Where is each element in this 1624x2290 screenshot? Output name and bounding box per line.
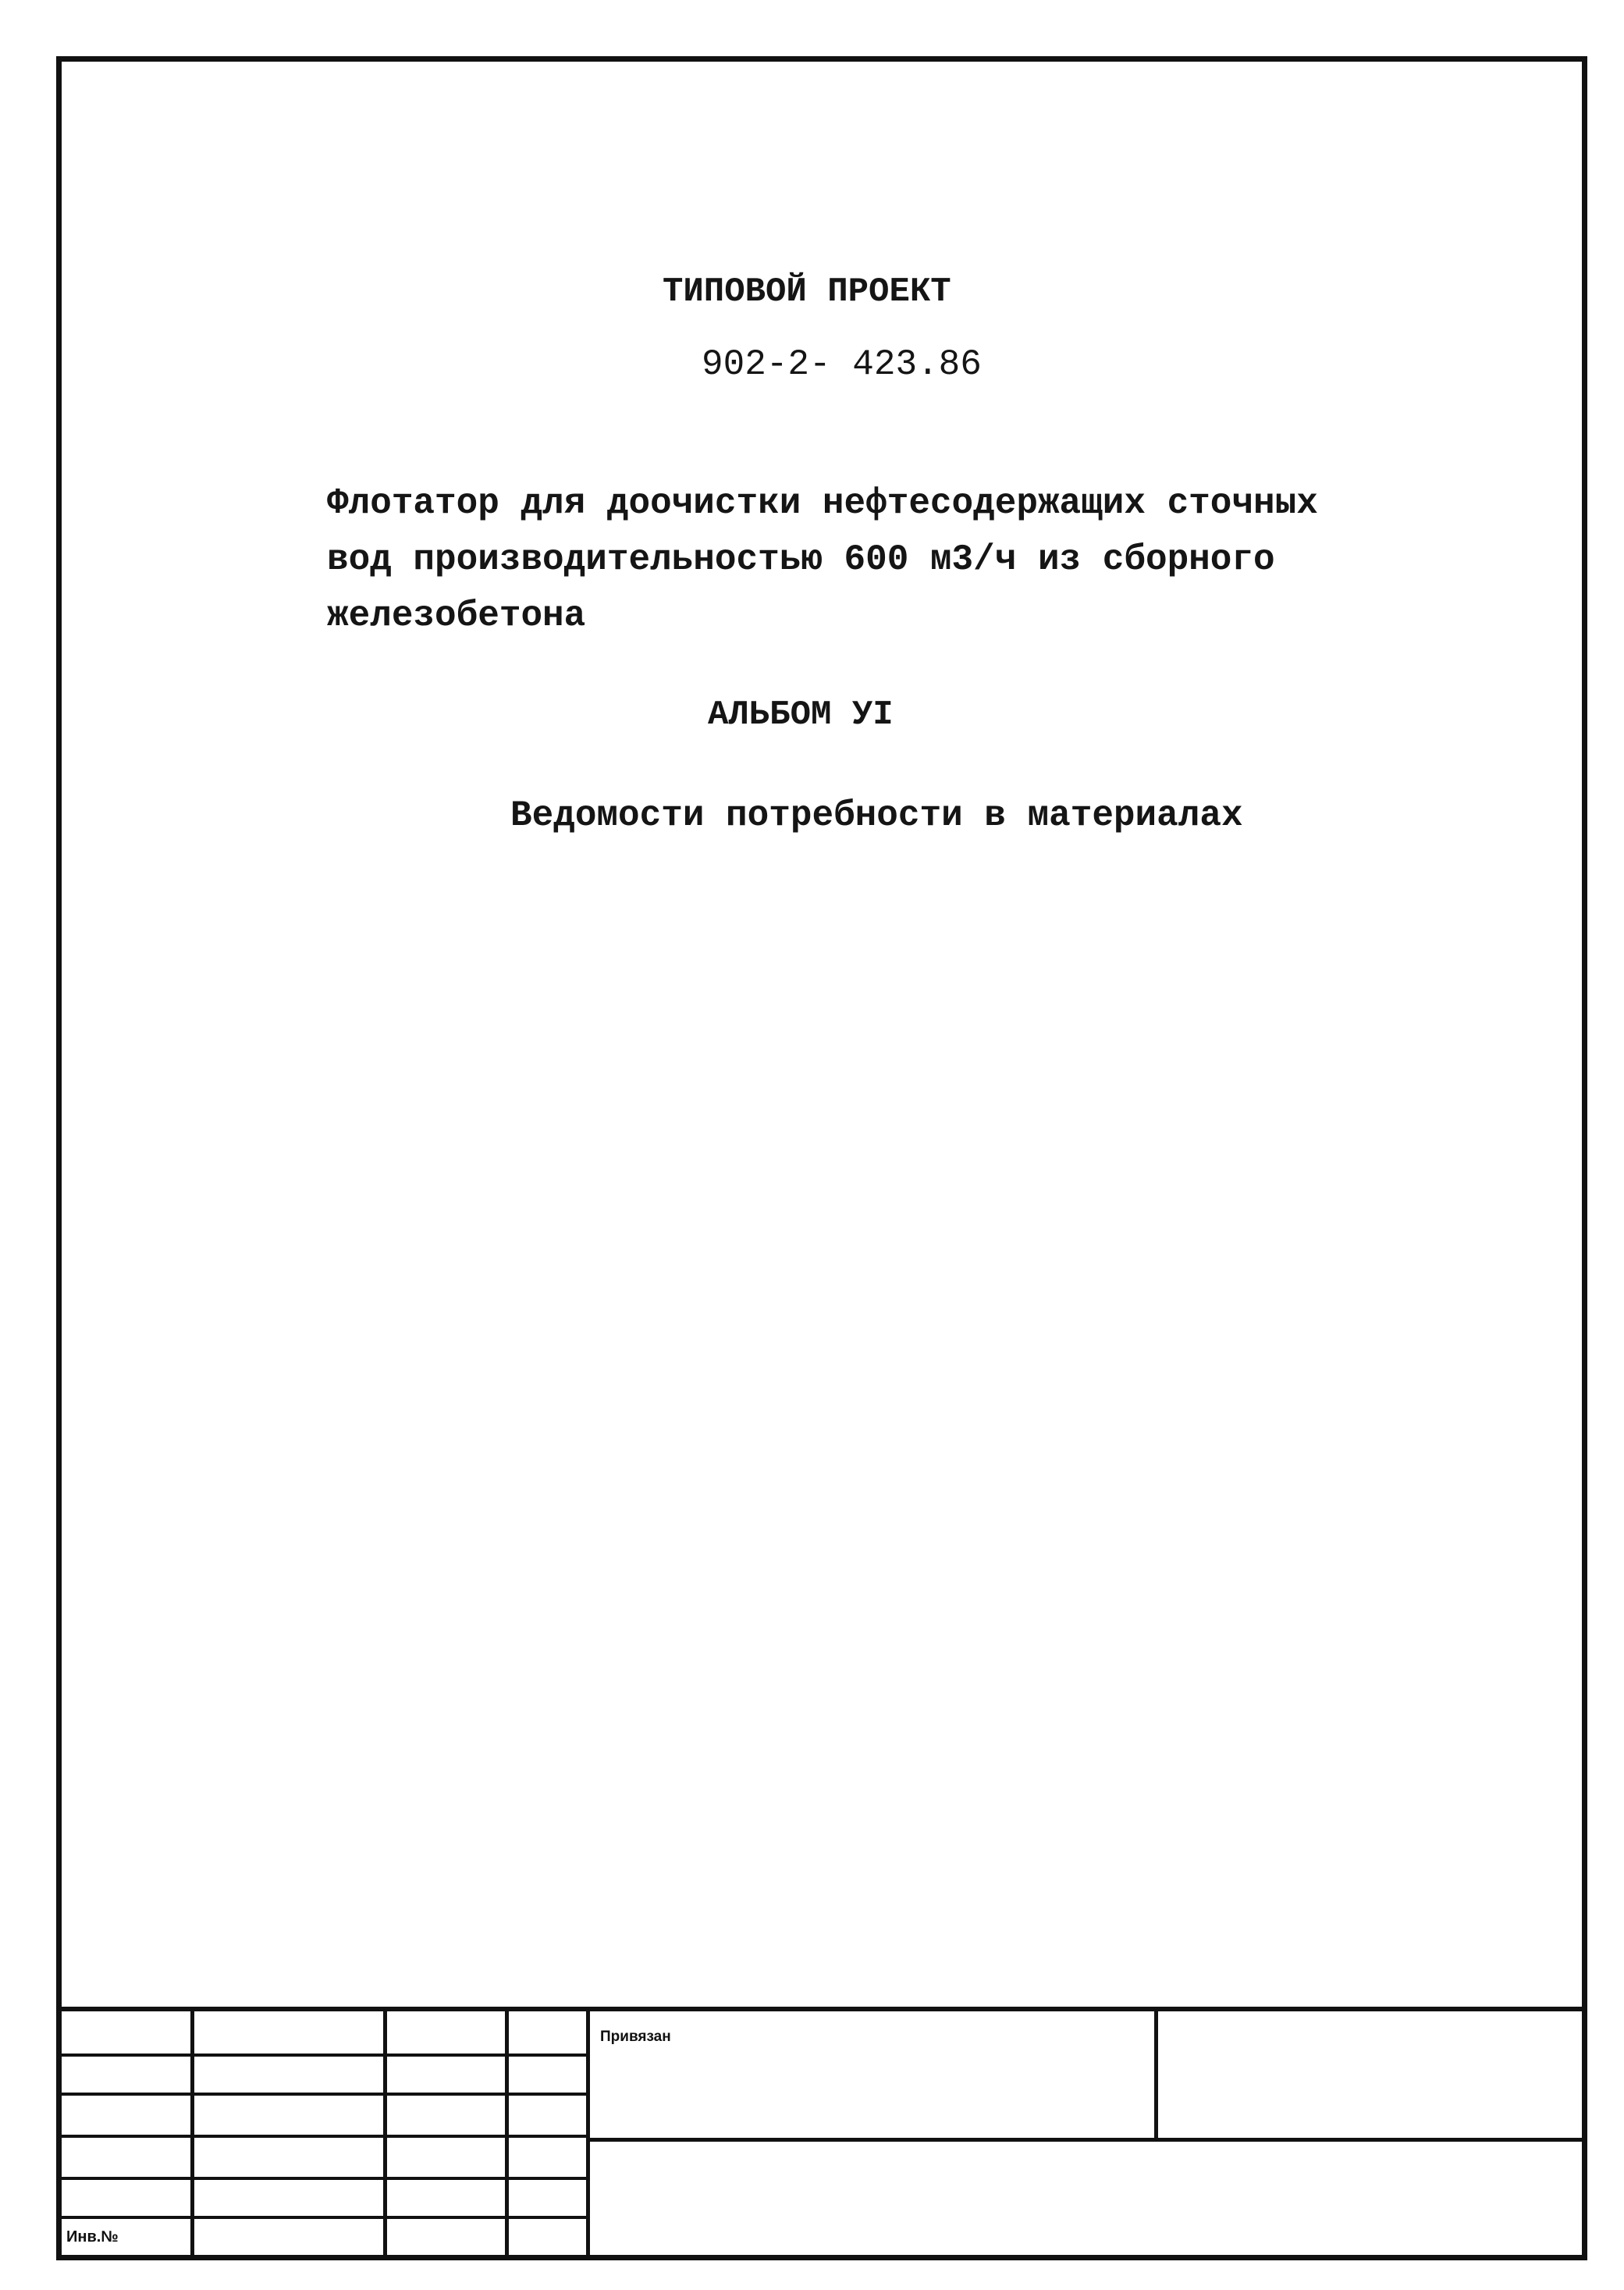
stamp-vline-4 — [586, 2011, 590, 2255]
stamp-vline-5 — [1154, 2011, 1158, 2138]
project-type-heading: ТИПОВОЙ ПРОЕКТ — [663, 272, 951, 311]
description-line-1: Флотатор для доочистки нефтесодержащих сточных — [327, 483, 1318, 524]
stamp-hline-right — [586, 2138, 1582, 2142]
project-description — [327, 475, 1318, 644]
album-subtitle: Ведомости потребности в материалах — [510, 795, 1243, 836]
stamp-hline-2 — [62, 2093, 586, 2096]
title-block-stamp — [62, 2007, 1582, 2255]
inventory-number-label: Инв.№ — [66, 2228, 119, 2246]
stamp-hline-5 — [62, 2216, 586, 2219]
project-number: 902-2- 423.86 — [702, 344, 982, 385]
album-number: АЛЬБОМ УI — [708, 695, 894, 734]
stamp-hline-3 — [62, 2135, 586, 2138]
description-line-3: железобетона — [327, 596, 586, 636]
description-line-2: вод производительностью 600 м3/ч из сборного — [327, 539, 1275, 580]
stamp-hline-1 — [62, 2054, 586, 2057]
stamp-hline-4 — [62, 2177, 586, 2180]
drawing-sheet-frame — [56, 56, 1587, 2260]
privyazan-label: Привязан — [600, 2029, 671, 2045]
